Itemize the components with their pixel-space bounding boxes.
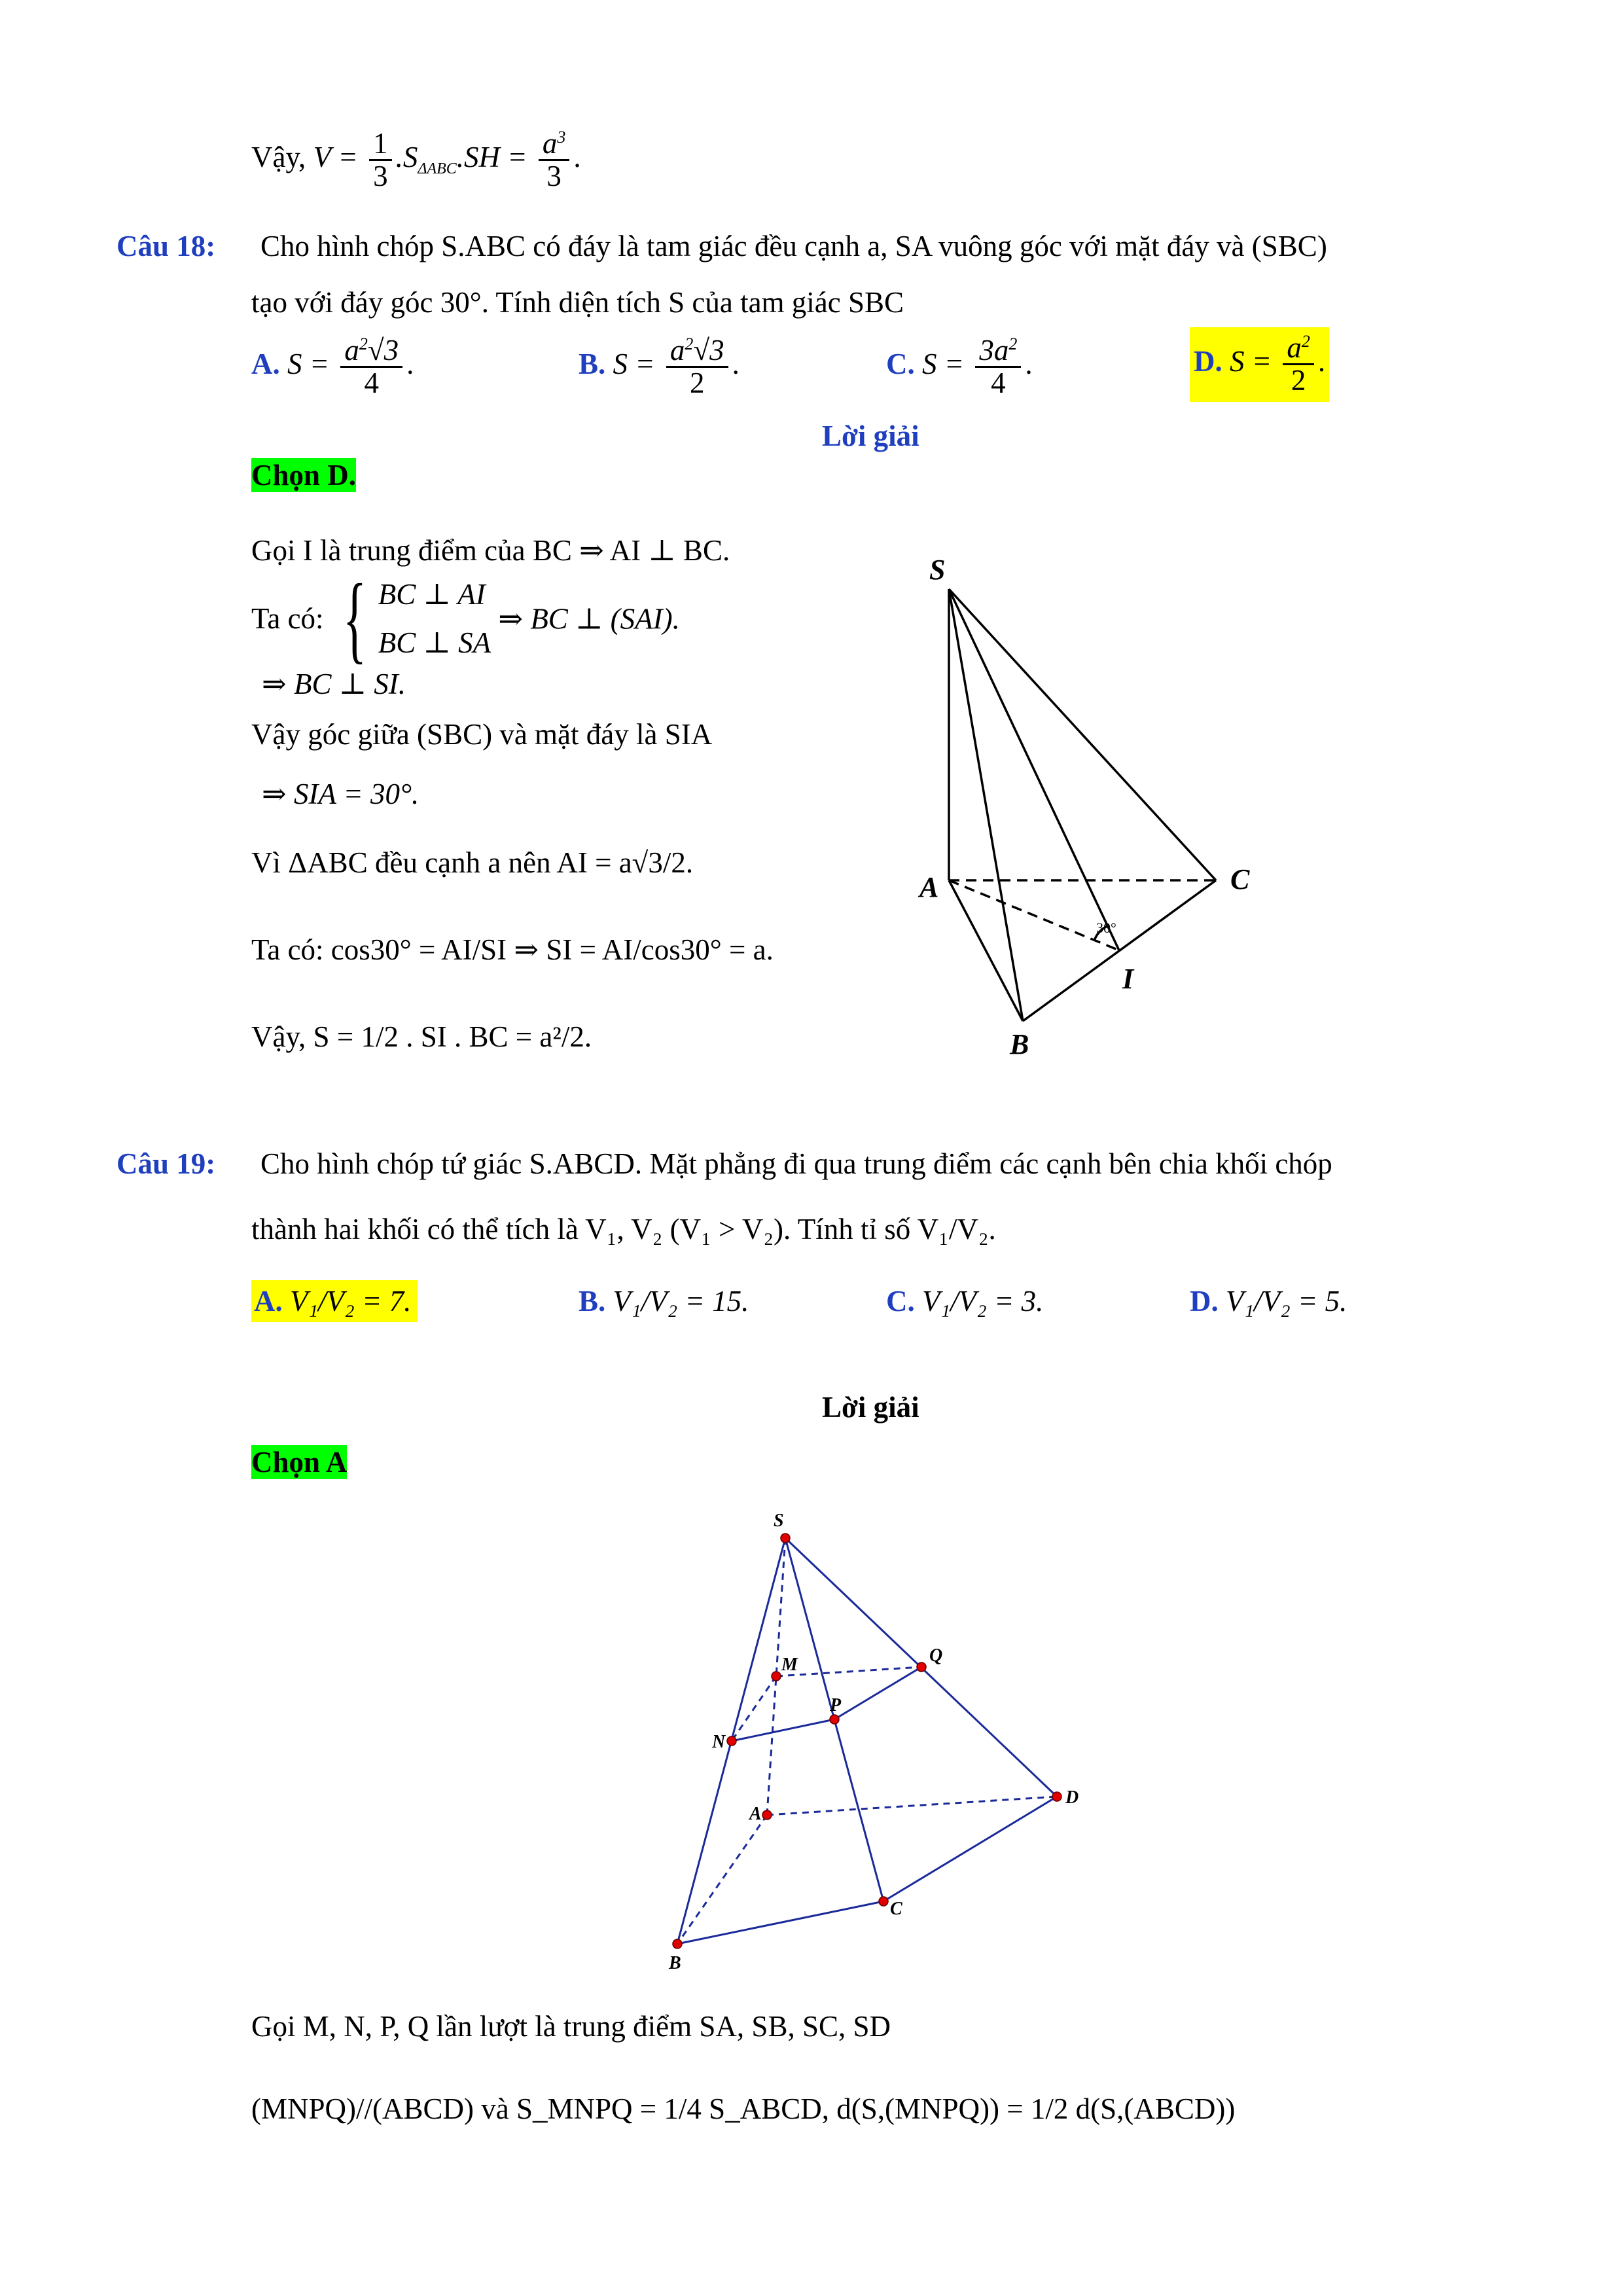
label-b: B [1010, 1028, 1029, 1060]
intro-line: Vậy, V = $\frac{1}{3}$ $.S_{\Delta ABC}.SH$ = $\frac{a^3}{3}$ . [251, 127, 581, 193]
q18-step6: Vì ΔABC đều cạnh a nên AI = a√3/2. [251, 846, 694, 879]
edge-bc [677, 1901, 883, 1944]
point-n [727, 1736, 736, 1746]
q18-line2: tạo với đáy góc 30°. Tính diện tích S của tam giác SBC [251, 286, 904, 319]
point-s [781, 1534, 790, 1543]
edge-si [949, 589, 1119, 950]
label-i: I [1122, 963, 1134, 995]
edge-pq [834, 1667, 921, 1719]
point-m [772, 1672, 781, 1681]
q19-option-b[interactable]: B. V₁/V₂ = 15. [579, 1285, 749, 1318]
q18-step1: Gọi I là trung điểm của BC ⇒ AI ⊥ BC. [251, 534, 730, 567]
q18-step2: Ta có: { BC ⊥ AI BC ⊥ SA ⇒ BC ⊥ (SAI). [251, 564, 680, 673]
label-d: D [1065, 1787, 1079, 1808]
q19-option-a[interactable]: A. V₁/V₂ = 7. [251, 1280, 418, 1322]
q18-step3: ⇒ BC ⊥ SI. [262, 668, 406, 700]
q19-bottom-line1: Gọi M, N, P, Q lần lượt là trung điểm SA, SB, SC, SD [251, 2010, 891, 2043]
q18-option-c[interactable]: C. S = $\frac{3a^2}{4}$ . [886, 334, 1033, 400]
edge-cd [883, 1797, 1057, 1901]
point-d [1052, 1792, 1061, 1801]
q18-option-d[interactable]: D. S = $\frac{a^2}{2}$ . [1190, 327, 1329, 402]
q18-step5: ⇒ SIA = 30°. [262, 778, 419, 810]
label-a: A [749, 1804, 762, 1824]
q19-option-c[interactable]: C. V₁/V₂ = 3. [886, 1285, 1044, 1318]
q19-line1: Cho hình chóp tứ giác S.ABCD. Mặt phẳng đi qua trung điểm các cạnh bên chia khối chóp [260, 1147, 1332, 1180]
q19-option-d[interactable]: D. V₁/V₂ = 5. [1190, 1285, 1347, 1318]
point-a [762, 1810, 772, 1820]
edge-ad [767, 1797, 1057, 1815]
label-angle: 30° [1096, 920, 1116, 936]
q19-bottom-line2: (MNPQ)//(ABCD) và S_MNPQ = 1/4 S_ABCD, d(S,(MNPQ)) = 1/2 d(S,(ABCD)) [251, 2092, 1236, 2125]
q18-line1: Cho hình chóp S.ABC có đáy là tam giác đều cạnh a, SA vuông góc với mặt đáy và (SBC) [260, 230, 1327, 262]
q19-choice: Chọn A [251, 1446, 348, 1479]
label-p: P [830, 1695, 842, 1715]
label-m: M [781, 1655, 798, 1675]
q18-option-a[interactable]: A. S = $\frac{a^2√3}{4}$ . [251, 334, 414, 400]
q18-figure [903, 537, 1309, 1060]
point-p [830, 1715, 839, 1724]
label-q: Q [929, 1645, 943, 1666]
q19-line2: thành hai khối có thể tích là V₁, V₂ (V₁ > V₂). Tính tỉ số V₁/V₂. [251, 1213, 996, 1246]
point-c [879, 1897, 888, 1906]
point-q [917, 1662, 926, 1672]
q19-solution-heading: Lời giải [822, 1391, 919, 1424]
q18-option-b[interactable]: B. S = $\frac{a^2√3}{2}$ . [579, 334, 740, 400]
label-c: C [1230, 863, 1250, 895]
label-s: S [774, 1511, 784, 1531]
q18-label: Câu 18: [116, 230, 216, 262]
label-n: N [712, 1732, 726, 1752]
label-a: A [919, 871, 939, 903]
edge-np [732, 1719, 834, 1741]
q18-step4: Vậy góc giữa (SBC) và mặt đáy là SIA [251, 718, 713, 751]
q18-step7: Ta có: cos30° = AI/SI ⇒ SI = AI/cos30° = a. [251, 933, 774, 966]
intro-label: Vậy, [251, 141, 306, 174]
q18-step8: Vậy, S = 1/2 . SI . BC = a²/2. [251, 1020, 592, 1053]
label-b: B [669, 1953, 681, 1973]
label-c: C [890, 1899, 902, 1919]
edge-bc [1023, 880, 1216, 1021]
edge-sc [949, 589, 1216, 880]
q18-choice: Chọn D. [251, 459, 357, 492]
q18-solution-heading: Lời giải [822, 420, 919, 452]
edge-mq [776, 1667, 921, 1676]
edge-ab [677, 1815, 767, 1944]
point-b [673, 1939, 682, 1948]
edge-sb [949, 589, 1023, 1021]
label-s: S [929, 554, 946, 586]
edge-mn [732, 1676, 776, 1741]
q19-figure [628, 1499, 1152, 1983]
q19-label: Câu 19: [116, 1147, 216, 1180]
